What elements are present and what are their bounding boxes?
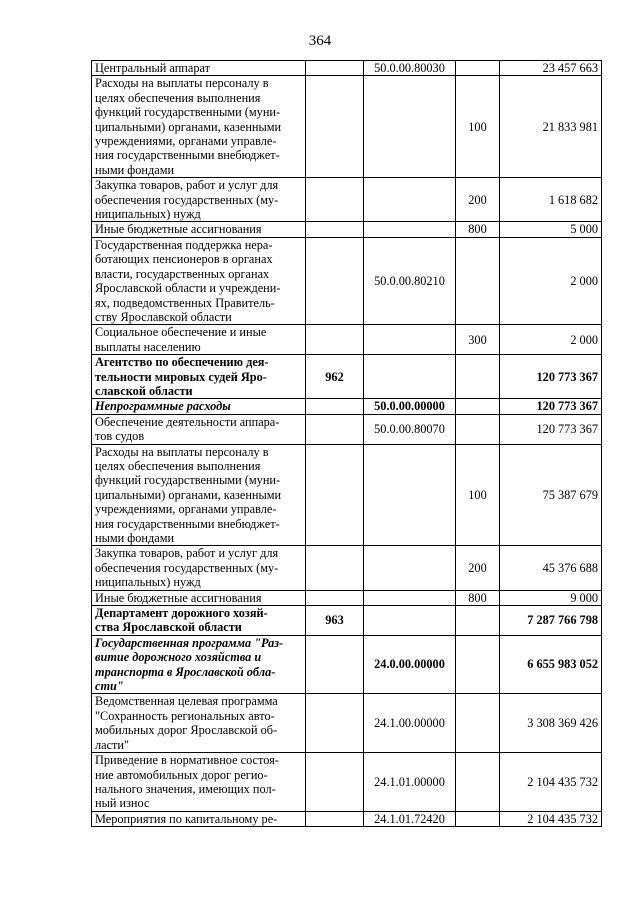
target-article-code-cell: 24.1.01.72420 <box>364 811 456 826</box>
item-name-cell: Агентство по обеспечению дея- тельности мировых судей Яро- славской области <box>92 355 306 399</box>
expense-type-cell: 800 <box>456 222 500 237</box>
expense-type-cell: 200 <box>456 178 500 222</box>
target-article-code-cell <box>364 444 456 546</box>
item-name-cell: Закупка товаров, работ и услуг для обеспечения государственных (му- ниципальных) нужд <box>92 178 306 222</box>
table-row <box>92 635 602 694</box>
amount-cell: 2 000 <box>500 325 602 355</box>
item-name-cell: Обеспечение деятельности аппара- тов судов <box>92 414 306 444</box>
department-code-cell <box>306 546 364 590</box>
expense-type-cell: 100 <box>456 76 500 178</box>
target-article-code-cell: 50.0.00.00000 <box>364 399 456 414</box>
item-name-cell: Иные бюджетные ассигнования <box>92 222 306 237</box>
item-name-cell: Департамент дорожного хозяй- ства Ярославской области <box>92 606 306 636</box>
expense-type-cell <box>456 694 500 753</box>
table-row <box>92 222 602 237</box>
item-name-cell: Государственная программа "Раз- витие дорожного хозяйства и транспорта в Ярославской обла- сти" <box>92 635 306 694</box>
department-code-cell: 963 <box>306 606 364 636</box>
target-article-code-cell: 50.0.00.80070 <box>364 414 456 444</box>
table-row <box>92 325 602 355</box>
table-row <box>92 444 602 546</box>
expense-type-cell: 200 <box>456 546 500 590</box>
item-name-cell: Закупка товаров, работ и услуг для обеспечения государственных (му- ниципальных) нужд <box>92 546 306 590</box>
department-code-cell <box>306 325 364 355</box>
table-row <box>92 606 602 636</box>
table-row <box>92 61 602 76</box>
item-name-cell: Иные бюджетные ассигнования <box>92 590 306 605</box>
target-article-code-cell <box>364 355 456 399</box>
expense-type-cell: 100 <box>456 444 500 546</box>
amount-cell: 5 000 <box>500 222 602 237</box>
table-row <box>92 753 602 812</box>
expense-type-cell <box>456 237 500 324</box>
expense-type-cell <box>456 399 500 414</box>
amount-cell: 6 655 983 052 <box>500 635 602 694</box>
target-article-code-cell: 24.0.00.00000 <box>364 635 456 694</box>
department-code-cell <box>306 590 364 605</box>
target-article-code-cell <box>364 546 456 590</box>
amount-cell: 120 773 367 <box>500 414 602 444</box>
item-name-cell: Приведение в нормативное состоя- ние автомобильных дорог регио- нального значения, имеющих пол- ный износ <box>92 753 306 812</box>
department-code-cell <box>306 237 364 324</box>
budget-table <box>91 60 602 827</box>
target-article-code-cell <box>364 590 456 605</box>
item-name-cell: Центральный аппарат <box>92 61 306 76</box>
expense-type-cell <box>456 811 500 826</box>
table-row <box>92 399 602 414</box>
item-name-cell: Мероприятия по капитальному ре- <box>92 811 306 826</box>
department-code-cell <box>306 811 364 826</box>
amount-cell: 2 104 435 732 <box>500 753 602 812</box>
department-code-cell: 962 <box>306 355 364 399</box>
department-code-cell <box>306 444 364 546</box>
table-row <box>92 811 602 826</box>
expense-type-cell <box>456 414 500 444</box>
target-article-code-cell: 24.1.01.00000 <box>364 753 456 812</box>
table-row <box>92 546 602 590</box>
department-code-cell <box>306 414 364 444</box>
table-row <box>92 237 602 324</box>
target-article-code-cell <box>364 178 456 222</box>
amount-cell: 2 104 435 732 <box>500 811 602 826</box>
expense-type-cell <box>456 606 500 636</box>
page-number: 364 <box>308 33 332 49</box>
budget-table-body <box>92 61 602 827</box>
table-row <box>92 694 602 753</box>
department-code-cell <box>306 399 364 414</box>
item-name-cell: Социальное обеспечение и иные выплаты населению <box>92 325 306 355</box>
table-row <box>92 414 602 444</box>
item-name-cell: Расходы на выплаты персоналу в целях обеспечения выполнения функций государственными (муни- ципальными) органами, казенными учреждениями, органами управле- ния государственными внебюджет- ными фондами <box>92 444 306 546</box>
department-code-cell <box>306 635 364 694</box>
item-name-cell: Непрограммные расходы <box>92 399 306 414</box>
department-code-cell <box>306 76 364 178</box>
amount-cell: 21 833 981 <box>500 76 602 178</box>
amount-cell: 3 308 369 426 <box>500 694 602 753</box>
amount-cell: 9 000 <box>500 590 602 605</box>
target-article-code-cell <box>364 325 456 355</box>
amount-cell: 2 000 <box>500 237 602 324</box>
amount-cell: 45 376 688 <box>500 546 602 590</box>
target-article-code-cell <box>364 606 456 636</box>
table-row <box>92 590 602 605</box>
target-article-code-cell <box>364 76 456 178</box>
item-name-cell: Ведомственная целевая программа "Сохранность региональных авто- мобильных дорог Ярославской об- ласти" <box>92 694 306 753</box>
target-article-code-cell: 24.1.00.00000 <box>364 694 456 753</box>
expense-type-cell <box>456 753 500 812</box>
amount-cell: 120 773 367 <box>500 355 602 399</box>
department-code-cell <box>306 61 364 76</box>
amount-cell: 23 457 663 <box>500 61 602 76</box>
department-code-cell <box>306 178 364 222</box>
target-article-code-cell: 50.0.00.80210 <box>364 237 456 324</box>
item-name-cell: Расходы на выплаты персоналу в целях обеспечения выполнения функций государственными (муни- ципальными) органами, казенными учреждениями, органами управле- ния государственными внебюджет- ными фондами <box>92 76 306 178</box>
department-code-cell <box>306 753 364 812</box>
department-code-cell <box>306 222 364 237</box>
amount-cell: 1 618 682 <box>500 178 602 222</box>
table-row <box>92 178 602 222</box>
target-article-code-cell: 50.0.00.80030 <box>364 61 456 76</box>
amount-cell: 120 773 367 <box>500 399 602 414</box>
amount-cell: 75 387 679 <box>500 444 602 546</box>
expense-type-cell <box>456 61 500 76</box>
amount-cell: 7 287 766 798 <box>500 606 602 636</box>
department-code-cell <box>306 694 364 753</box>
expense-type-cell <box>456 635 500 694</box>
table-row <box>92 355 602 399</box>
table-row <box>92 76 602 178</box>
expense-type-cell <box>456 355 500 399</box>
expense-type-cell: 300 <box>456 325 500 355</box>
target-article-code-cell <box>364 222 456 237</box>
item-name-cell: Государственная поддержка нера- ботающих пенсионеров в органах власти, государственных органах Ярославской области и учреждени- ях, подведомственных Правитель- ству Ярославской области <box>92 237 306 324</box>
expense-type-cell: 800 <box>456 590 500 605</box>
